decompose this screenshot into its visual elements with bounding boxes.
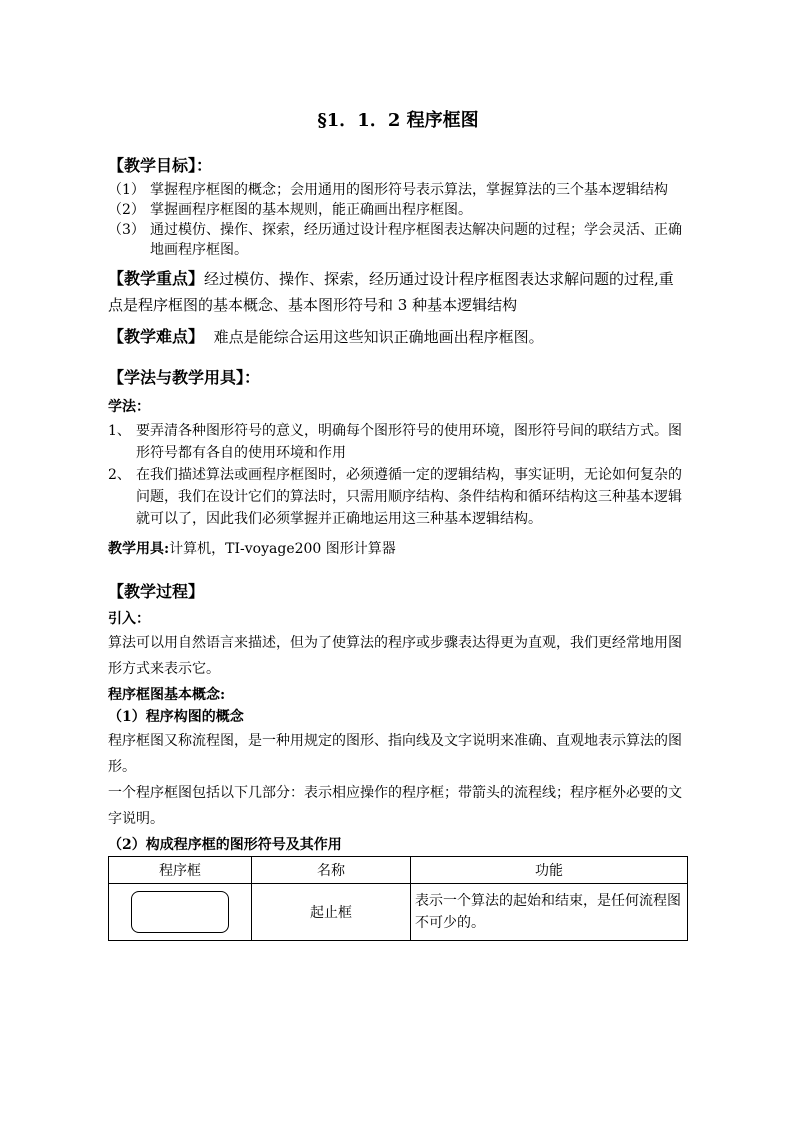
paragraph-1: 程序框图又称流程图，是一种用规定的图形、指向线及文字说明来准确、直观地表示算法的图形。 <box>108 733 682 775</box>
table-header-row <box>109 857 688 884</box>
list-item <box>108 420 688 464</box>
list-item <box>108 464 688 530</box>
difficulty-text: 难点是能综合运用这些知识正确地画出程序框图。 <box>213 328 544 346</box>
paragraph-2: 一个程序框图包括以下几部分：表示相应操作的程序框；带箭头的流程线；程序框外必要的文字说明。 <box>108 785 682 827</box>
key-points-text: 经过模仿、操作、探索，经历通过设计程序框图表达求解问题的过程,重点是程序框图的基本概念、基本图形符号和 3 种基本逻辑结构 <box>108 270 674 314</box>
subsection-1: （1）程序构图的概念 <box>108 709 244 725</box>
symbol-table <box>108 856 688 941</box>
name-cell: 起止框 <box>252 884 411 941</box>
concept-label: 程序框图基本概念: <box>108 687 226 703</box>
intro-label: 引入： <box>108 611 150 627</box>
subsection-2: （2）构成程序框的图形符号及其作用 <box>108 837 342 853</box>
methods-list <box>108 420 688 530</box>
symbol-cell <box>109 884 252 941</box>
item-number: 1、 <box>108 423 131 439</box>
page-title: §1．1．2 程序框图 <box>317 110 479 131</box>
intro-text: 算法可以用自然语言来描述，但为了使算法的程序或步骤表达得更为直观，我们更经常地用图形方式来表示它。 <box>108 635 682 677</box>
item-text: 掌握程序框图的概念；会用通用的图形符号表示算法，掌握算法的三个基本逻辑结构 <box>150 182 668 198</box>
list-item <box>108 220 688 260</box>
item-text: 要弄清各种图形符号的意义，明确每个图形符号的使用环境，图形符号间的联结方式。图形符号都有各自的使用环境和作用 <box>136 423 682 461</box>
difficulty-heading: 【教学难点】 <box>108 327 205 346</box>
key-points <box>108 266 688 318</box>
item-text: 通过模仿、操作、探索，经历通过设计程序框图表达解决问题的过程；学会灵活、正确地画程序框图。 <box>150 222 682 258</box>
goals-list <box>108 180 688 260</box>
tools-text: 计算机，TI-voyage200 图形计算器 <box>169 541 396 557</box>
teaching-tools <box>108 538 688 560</box>
goals-heading: 【教学目标】： <box>108 156 213 175</box>
difficulty <box>108 324 688 350</box>
terminator-symbol <box>131 891 229 933</box>
list-item <box>108 180 688 200</box>
item-text: 掌握画程序框图的基本规则，能正确画出程序框图。 <box>150 202 472 218</box>
item-number: （3） <box>108 222 145 238</box>
tools-label: 教学用具: <box>108 541 170 557</box>
methods-heading: 【学法与教学用具】： <box>108 368 261 387</box>
column-header: 名称 <box>252 857 411 884</box>
process-heading: 【教学过程】 <box>108 582 205 601</box>
table-row <box>109 884 688 941</box>
key-points-heading: 【教学重点】 <box>108 269 205 288</box>
list-item <box>108 200 688 220</box>
item-number: （2） <box>108 202 145 218</box>
item-text: 在我们描述算法或画程序框图时，必须遵循一定的逻辑结构，事实证明，无论如何复杂的问题，我们在设计它们的算法时，只需用顺序结构、条件结构和循环结构这三种基本逻辑就可以了，因此我们必须掌握并正确地运用这三种基本逻辑结构。 <box>136 467 682 527</box>
function-cell: 表示一个算法的起始和结束，是任何流程图不可少的。 <box>411 884 688 941</box>
xuefa-label: 学法： <box>108 399 150 415</box>
column-header: 程序框 <box>109 857 252 884</box>
column-header: 功能 <box>411 857 688 884</box>
item-number: 2、 <box>108 467 131 483</box>
document-page <box>108 98 688 941</box>
item-number: （1） <box>108 182 145 198</box>
